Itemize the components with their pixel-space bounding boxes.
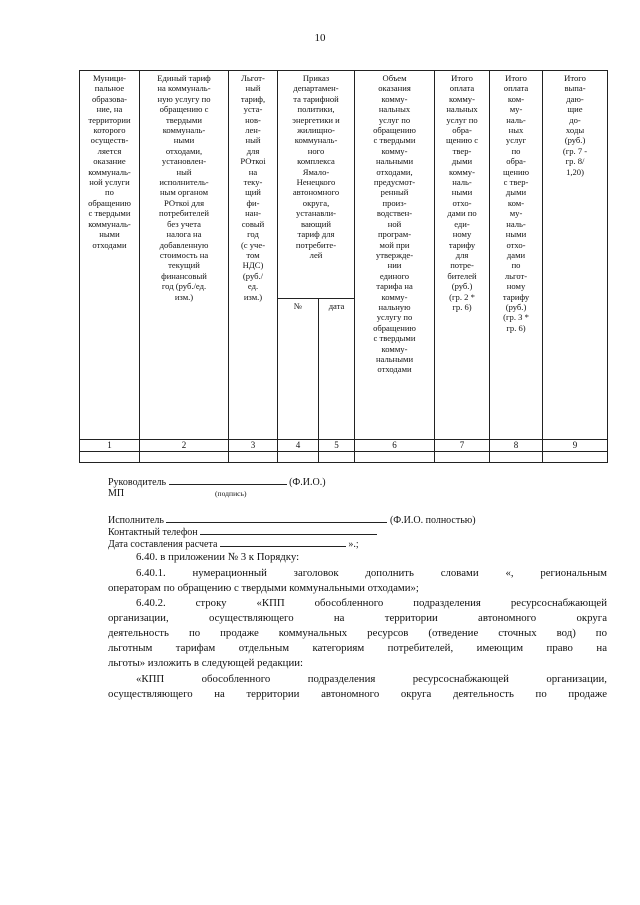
paragraph-6-40-2-line4: льготным тарифам отдельным категориям потребителей, имеющим право на (108, 642, 607, 654)
empty-cell (319, 452, 355, 463)
head-fio-label: (Ф.И.О.) (289, 477, 326, 488)
date-label: Дата составления расчета (108, 539, 218, 550)
quoted-paragraph-line1 (108, 672, 607, 687)
paragraph-6-40-2-line3: деятельность по продаже коммунальных ресурсов (отведение сточных вод) по (108, 627, 607, 639)
paragraph-6-40-2-line5: льготы» изложить в следующей редакции: (108, 657, 304, 669)
header-lost-income (543, 71, 608, 440)
paragraph-6-40-1-text: 6.40.1. нумерационный заголовок дополнить словами «, региональным (136, 567, 607, 579)
header-service-volume-text: Объем оказания комму- нальных услуг по обращению с твердыми комму- нальными отходами, предусмот- ренный произ- водствен- ной програм- мой при утвержде- нии единого тарифа на комму- нальную услугу по обращению с твердыми комму- нальными отходами (373, 73, 416, 375)
header-total-preferential (490, 71, 543, 440)
phone-field[interactable] (200, 525, 377, 535)
header-preferential-tariff-text: Льгот- ный тариф, уста- нов- лен- ный для РОткоі на теку- щий фи- нан- совый год (с уче- том НДС) (руб./ ед. изм.) (240, 73, 266, 302)
quoted-paragraph-line2: осуществляющего на территории автономного округа деятельность по продаже (108, 688, 607, 700)
phone-label: Контактный телефон (108, 527, 198, 538)
header-total-single-text: Итого оплата комму- нальных услуг по обра- щению с твер- дыми комму- наль- ными отхо- дами по еди- ному тарифу для потре- бителей (руб.) (гр. 2 * гр. 6) (446, 73, 479, 312)
column-number: 6 (355, 440, 435, 452)
page-number: 10 (314, 32, 326, 44)
empty-cell (278, 452, 319, 463)
head-signature-field[interactable] (169, 475, 287, 485)
empty-cell (229, 452, 278, 463)
paragraph-6-40-1-line2: операторам по обращению с твердыми коммунальными отходами»; (108, 582, 419, 594)
header-order (278, 71, 355, 299)
column-number: 8 (490, 440, 543, 452)
sign-note: (подпись) (215, 489, 247, 498)
column-number: 4 (278, 440, 319, 452)
empty-cell (435, 452, 490, 463)
paragraph-6-40-2-line1 (108, 596, 607, 611)
subheader-date (319, 299, 355, 440)
column-number: 7 (435, 440, 490, 452)
head-signature-line (108, 475, 326, 488)
column-number: 9 (543, 440, 608, 452)
header-order-text: Приказ департамен- та тарифной политики, энергетики и жилищно- коммуналь- ного комплекса Ямало- Ненецкого автономного округа, устанавли- вающий тариф для потребите- лей (292, 73, 340, 260)
header-total-single (435, 71, 490, 440)
executor-label: Исполнитель (108, 515, 164, 526)
empty-cell (490, 452, 543, 463)
executor-field[interactable] (166, 513, 387, 523)
paragraph-6-40-text: 6.40. в приложении № 3 к Порядку: (136, 551, 300, 563)
quoted-paragraph-text: «КПП обособленного подразделения ресурсоснабжающей организации, (136, 673, 607, 685)
mp-label: МП (108, 488, 125, 499)
paragraph-6-40-2-text: 6.40.2. строку «КПП обособленного подразделения ресурсоснабжающей (136, 597, 607, 609)
subheader-date-text: дата (328, 301, 345, 311)
executor-fio-label: (Ф.И.О. полностью) (389, 515, 476, 526)
empty-cell (355, 452, 435, 463)
header-total-preferential-text: Итого оплата ком- му- наль- ных услуг по обра- щению с твер- дыми ком- му- наль- ными отхо- дами по льгот- ному тарифу (руб.) (гр. 3 * гр. 6) (502, 73, 530, 333)
column-number: 3 (229, 440, 278, 452)
header-lost-income-text: Итого выпа- даю- щие до- ходы (руб.) (гр. 7 - гр. 8/ 1,20) (562, 73, 588, 177)
subheader-number (278, 299, 319, 440)
calculation-table (79, 70, 608, 463)
column-number: 5 (319, 440, 355, 452)
column-number: 1 (80, 440, 140, 452)
empty-cell (543, 452, 608, 463)
paragraph-6-40 (108, 550, 607, 565)
header-single-tariff-text: Единый тариф на коммуналь- ную услугу по обращению с твердыми коммуналь- ными отходами, установлен- ный исполнитель- ным органом РОткоі для потребителей без учета налога на добавленную стоимость на текущий финансовый год (руб./ед. изм.) (157, 73, 211, 302)
column-number: 2 (140, 440, 229, 452)
header-municipality-text: Муници- пальное образова- ние, на территории которого осуществ- ляется оказание коммуналь- ной услуги по обращению с твердыми коммуналь- ными отходами (88, 73, 131, 250)
date-suffix: ».; (348, 539, 359, 550)
header-preferential-tariff (229, 71, 278, 440)
empty-cell (140, 452, 229, 463)
paragraph-6-40-1-line1 (108, 566, 607, 581)
header-service-volume (355, 71, 435, 440)
empty-cell (80, 452, 140, 463)
date-line (108, 537, 359, 550)
header-single-tariff (140, 71, 229, 440)
header-municipality (80, 71, 140, 440)
paragraph-6-40-2-line2: организации, осуществляющего на территории автономного округа (108, 612, 607, 624)
date-field[interactable] (220, 537, 346, 547)
head-label: Руководитель (108, 477, 167, 488)
subheader-number-text: № (293, 301, 303, 311)
